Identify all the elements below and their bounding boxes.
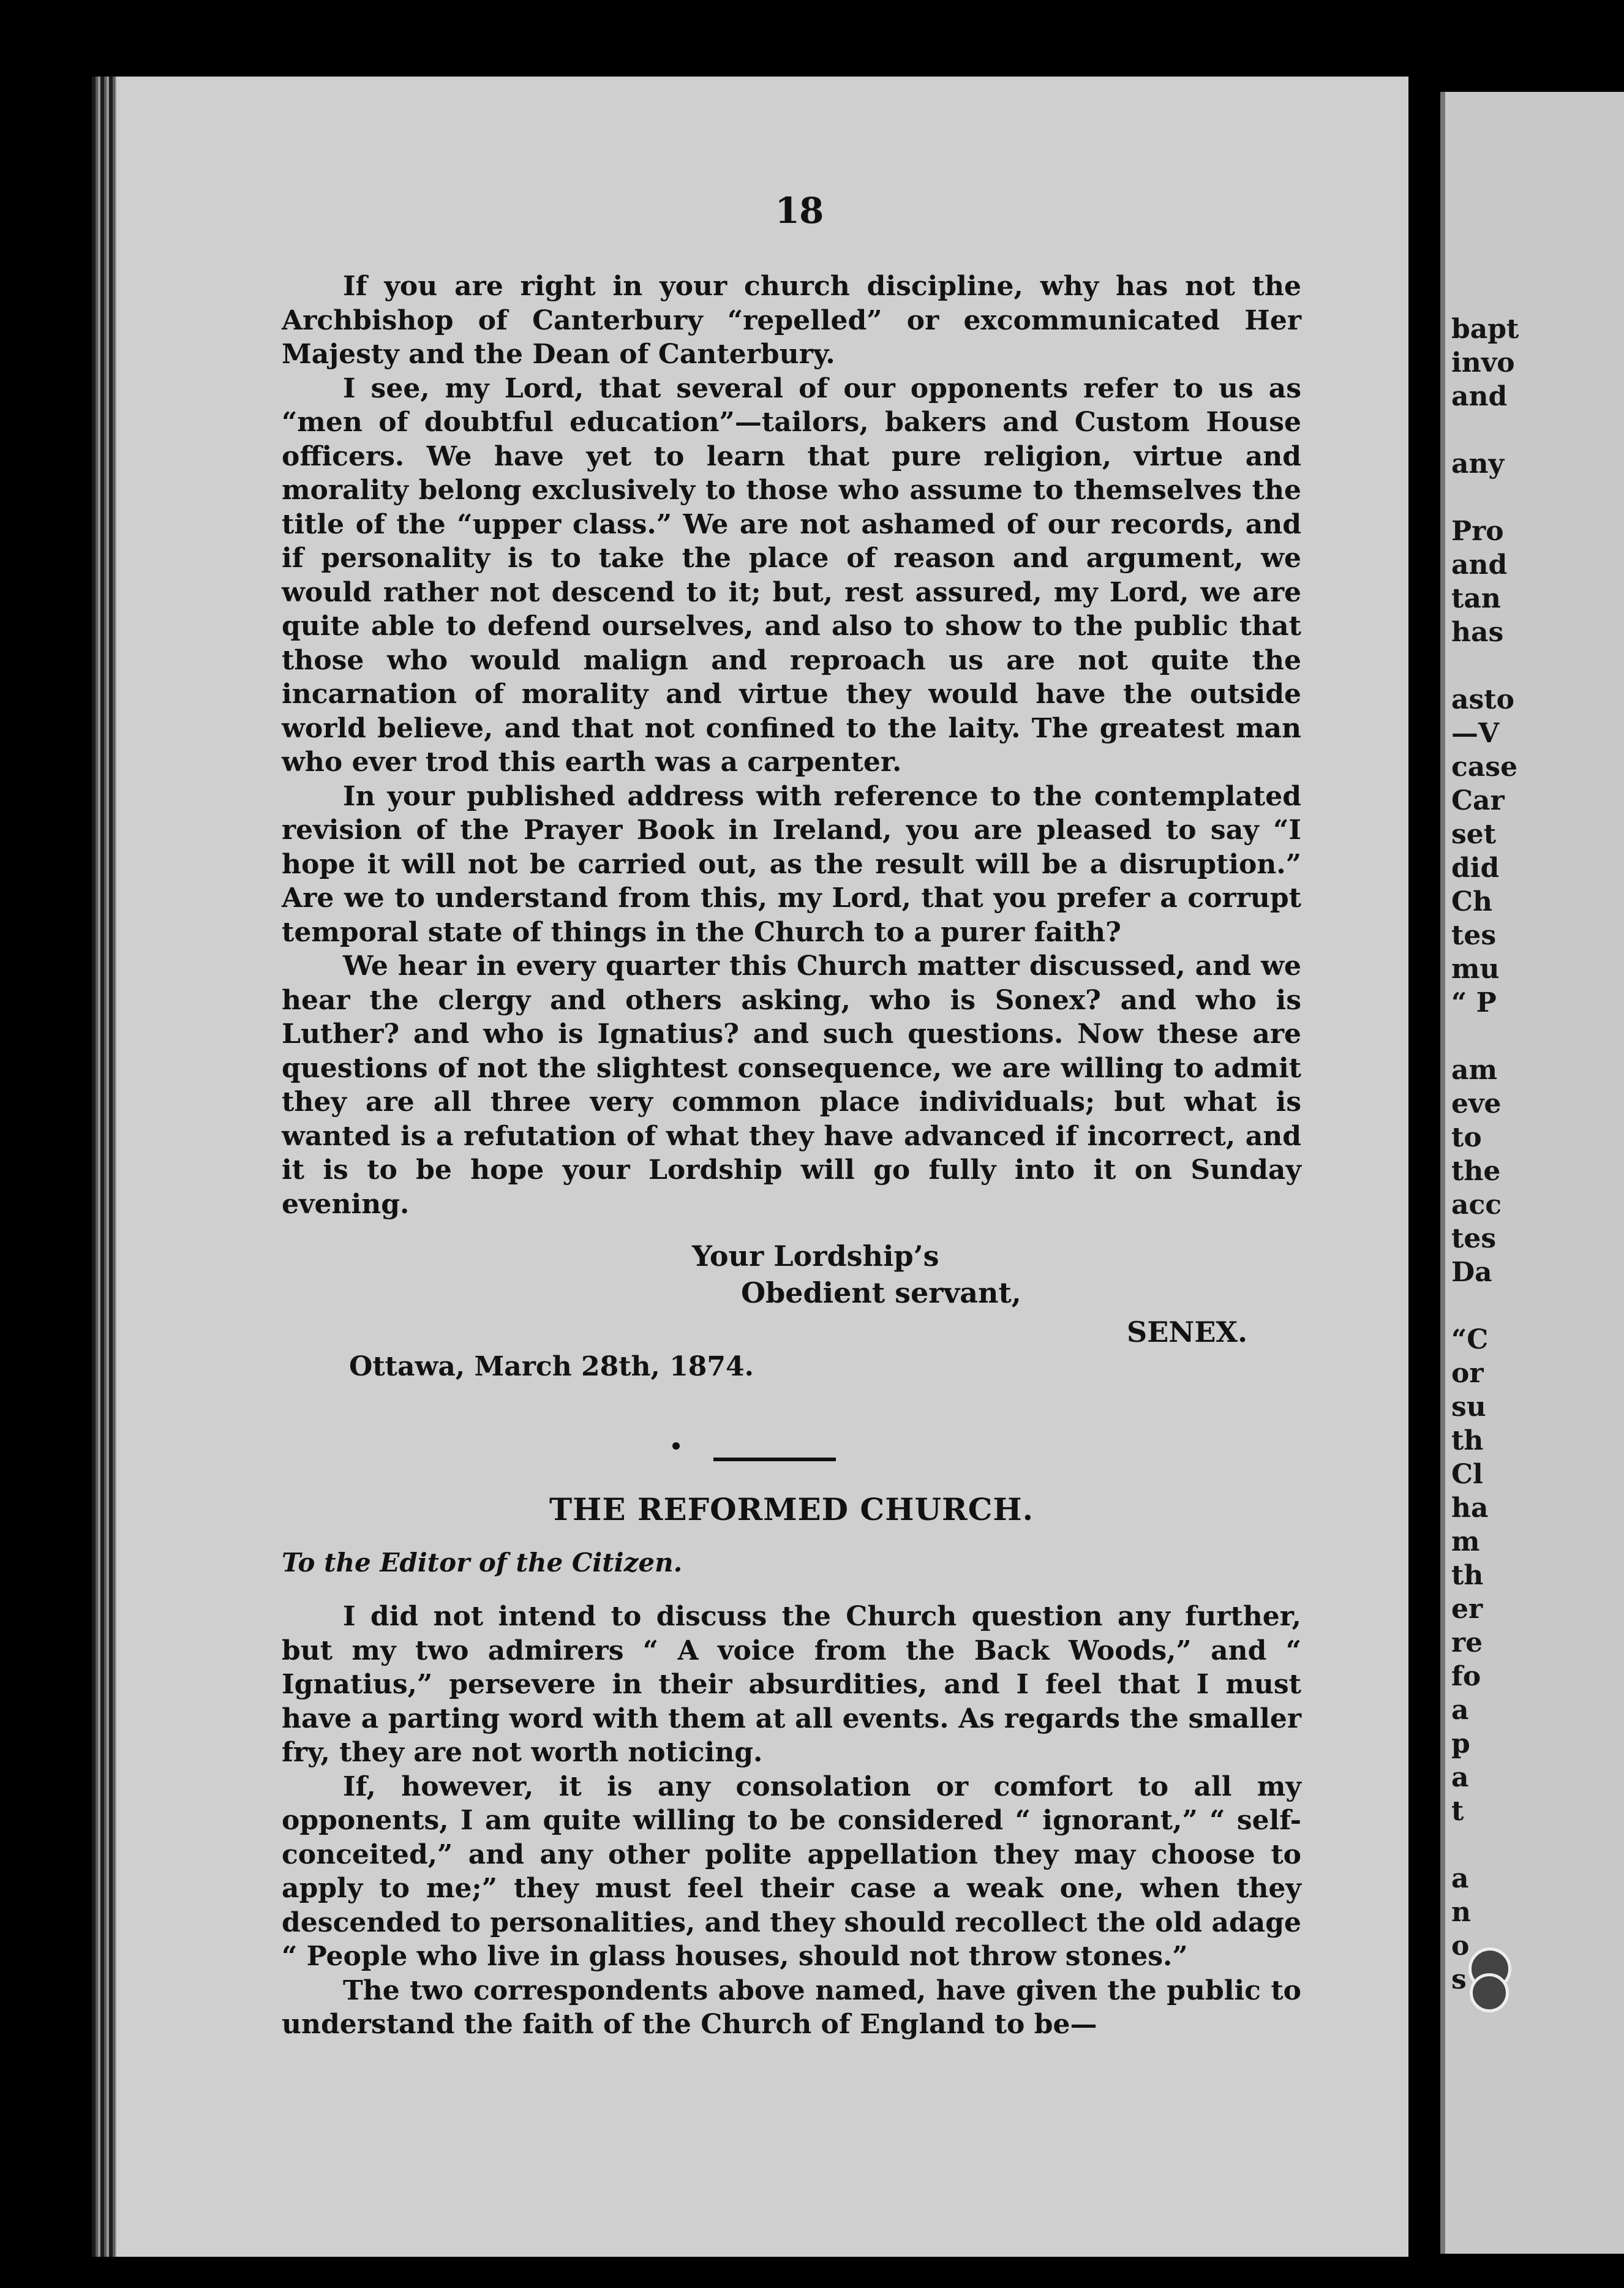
right-page-fragment: Cl (1451, 1459, 1483, 1490)
right-page-fragment: “ P (1451, 987, 1497, 1018)
right-page-fragment: and (1451, 549, 1508, 581)
right-page-fragment: asto (1451, 684, 1514, 715)
right-page-fragment: Ch (1451, 886, 1493, 917)
right-page-fragment: a (1451, 1863, 1469, 1894)
right-page-fragment: eve (1451, 1088, 1502, 1120)
ink-dot (672, 1442, 680, 1450)
letter-body-senex (282, 269, 1301, 1221)
right-page-fragment: “C (1451, 1324, 1489, 1355)
paper-hole (1470, 1973, 1509, 2012)
right-page-fragment: a (1451, 1762, 1469, 1793)
right-page-fragment: or (1451, 1358, 1484, 1389)
right-page-fragment: s (1451, 1964, 1467, 1995)
closing-servant: Obedient servant, (741, 1276, 1021, 1309)
paragraph: We hear in every quarter this Church matter discussed, and we hear the clergy and others asking, who is Sonex? and who is Luther? and who is Ignatius? and such questions. Now these are questions of not the slightest consequence, we are willing to admit they are all three very common place individuals; but what is wanted is a refutation of what they have advanced if incorrect, and it is to be hope your Lordship will go fully into it on Sunday evening. (282, 950, 1301, 1220)
dateline: Ottawa, March 28th, 1874. (349, 1351, 754, 1382)
paragraph: If, however, it is any consolation or comfort to all my opponents, I am quite willing to be considered “ ignorant,” “ self-conceited,” and any other polite appellation they may choose to apply to me;” they must feel their case a weak one, when they descended to personalities, and they should recollect the old adage “ People who live in glass houses, should not throw stones.” (282, 1771, 1301, 1972)
right-page-fragment (1451, 1020, 1624, 1053)
right-page-fragment: has (1451, 617, 1504, 648)
right-page-fragment: Pro (1451, 516, 1504, 547)
paragraph: In your published address with reference to the contemplated revision of the Prayer Book in Ireland, you are pleased to say “I hope it will not be carried out, as the result will be a disruption.” Are we to understand from this, my Lord, that you prefer a corrupt temporal state of things in the Church to a purer faith? (282, 780, 1301, 948)
right-page-fragment: tes (1451, 1223, 1497, 1254)
right-page-fragment: er (1451, 1594, 1483, 1625)
right-page-fragment: p (1451, 1728, 1470, 1759)
right-page-fragment: and (1451, 381, 1508, 412)
right-page-fragment: Da (1451, 1257, 1492, 1288)
right-page-fragment: a (1451, 1695, 1469, 1726)
right-page-fragment: n (1451, 1897, 1471, 1928)
right-page-fragment: did (1451, 852, 1500, 884)
right-page-fragment: re (1451, 1627, 1483, 1658)
right-page-text-fragments (1451, 312, 1624, 1996)
right-page-fragment: set (1451, 819, 1497, 850)
paragraph: I did not intend to discuss the Church question any further, but my two admirers “ A voice from the Back Woods,” and “ Ignatius,” persevere in their absurdities, and I feel that I must have a parting word with them at all events. As regards the smaller fry, they are not worth noticing. (282, 1601, 1301, 1768)
right-page-fragment: o (1451, 1930, 1470, 1962)
right-page-fragment (1451, 1828, 1624, 1862)
signature-name: SENEX. (1127, 1315, 1248, 1349)
right-page-fragment: th (1451, 1425, 1484, 1456)
right-page-fragment (1451, 481, 1624, 514)
right-page-fragment: —V (1451, 718, 1500, 749)
paragraph: If you are right in your church discipline, why has not the Archbishop of Canterbury “repelled” or excommunicated Her Majesty and the Dean of Canterbury. (282, 271, 1301, 370)
right-page-fragment: Car (1451, 785, 1505, 816)
paragraph: The two correspondents above named, have given the public to understand the faith of the Church of England to be— (282, 1974, 1301, 2040)
right-page-fragment: tan (1451, 583, 1501, 614)
right-page-fragment: the (1451, 1156, 1501, 1187)
right-page-fragment: acc (1451, 1189, 1502, 1221)
right-page-fragment: any (1451, 448, 1505, 480)
right-page-fragment (1451, 649, 1624, 683)
right-page-fragment (1451, 1289, 1624, 1323)
right-page-fragment: case (1451, 751, 1518, 783)
section-heading: THE REFORMED CHURCH. (549, 1491, 1034, 1527)
right-page-fragment: mu (1451, 954, 1500, 985)
paragraph: I see, my Lord, that several of our opponents refer to us as “men of doubtful education”—tailors, bakers and Custom House officers. We have yet to learn that pure religion, virtue and morality belong exclusively to those who assume to themselves the title of the “upper class.” We are not ashamed of our records, and if personality is to take the place of reason and argument, we would rather not descend to it; but, rest assured, my Lord, we are quite able to defend ourselves, and also to show to the public that those who would malign and reproach us are not quite the incarnation of morality and virtue they would have the outside world believe, and that not confined to the laity. The greatest man who ever trod this earth was a carpenter. (282, 372, 1301, 778)
right-page-fragment: to (1451, 1122, 1482, 1153)
letter-body-reformed (282, 1600, 1301, 2042)
right-page-fragment: su (1451, 1391, 1486, 1423)
right-page-fragment: m (1451, 1526, 1480, 1557)
right-page-fragment (1451, 413, 1624, 447)
closing-salutation: Your Lordship’s (692, 1240, 939, 1273)
right-page-fragment: bapt (1451, 314, 1519, 345)
right-page-fragment: tes (1451, 920, 1497, 951)
separator-rule (713, 1458, 836, 1461)
right-page-fragment: th (1451, 1560, 1484, 1591)
right-page-fragment: invo (1451, 347, 1515, 378)
page-number: 18 (775, 190, 824, 231)
right-page-fragment: fo (1451, 1661, 1481, 1692)
right-page-fragment: t (1451, 1796, 1464, 1827)
editor-address: To the Editor of the Citizen. (282, 1548, 683, 1578)
right-page-fragment: am (1451, 1055, 1498, 1086)
right-page-fragment: ha (1451, 1492, 1489, 1524)
